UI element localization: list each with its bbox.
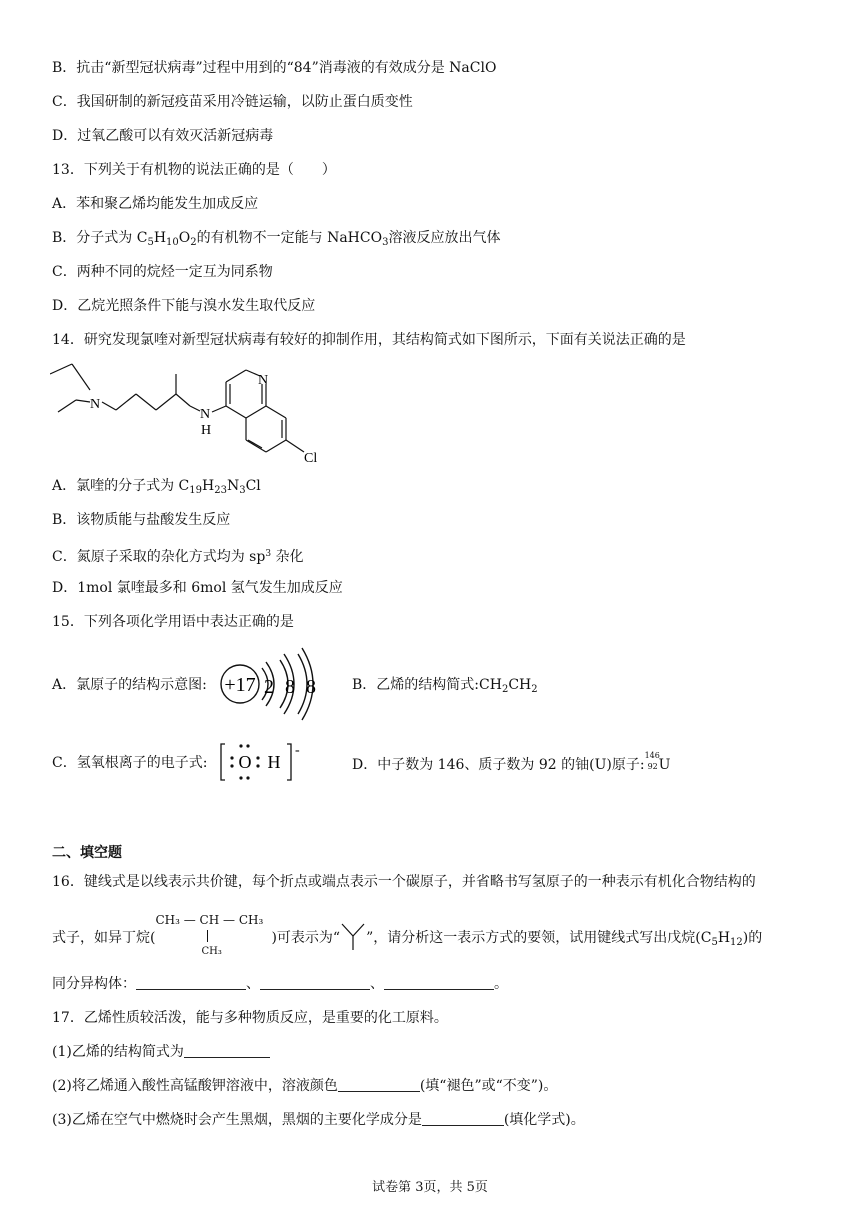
- hydroxide-electron-formula: [218, 738, 302, 784]
- svg-text:O: O: [238, 752, 252, 772]
- q14-option-c: C．氮原子采取的杂化方式均为 $sp^3$ 杂化: [52, 549, 304, 565]
- q13-option-d: D．乙烷光照条件下能与溴水发生取代反应: [52, 298, 316, 314]
- answer-blank[interactable]: [260, 975, 370, 990]
- svg-text:+17: +17: [224, 674, 256, 696]
- q14-option-a: A．氯喹的分子式为 $C_{19}H_{23}N_3Cl$: [52, 478, 261, 496]
- nitrogen-label: N: [200, 407, 211, 422]
- q17-stem: 17．乙烯性质较活泼，能与多种物质反应，是重要的化工原料。: [52, 1010, 448, 1026]
- svg-text:H: H: [267, 752, 281, 772]
- answer-blank[interactable]: [136, 975, 246, 990]
- svg-text:8: 8: [306, 676, 316, 698]
- q13-option-b: B．分子式为 $C_5H_{10}O_2$的有机物不一定能与 NaHCO$_3$溶液反应放出气体: [52, 230, 501, 248]
- q12-option-b: B．抗击“新型冠状病毒”过程中用到的“84”消毒液的有效成分是 NaClO: [52, 60, 497, 76]
- svg-text:-: -: [295, 743, 300, 758]
- isobutane-skeletal-icon: [340, 922, 366, 952]
- page-footer: 试卷第 3页，共 5页: [372, 1180, 488, 1195]
- q16-line2: 式子，如异丁烷( CH₃ — CH — CH₃ CH₃ )可表示为“ ”，请分析这一表示方式的要领，试用键线式写出戊烷$(C_5H_{12})$的: [52, 922, 762, 953]
- q13-option-c: C．两种不同的烷烃一定互为同系物: [52, 264, 273, 280]
- answer-blank[interactable]: [338, 1077, 420, 1092]
- isobutane-formula: CH₃ — CH — CH₃: [155, 913, 264, 927]
- nitrogen-label: N: [90, 397, 101, 412]
- chloroquine-structure: [50, 362, 340, 466]
- q15-option-d: D．中子数为 146、质子数为 92 的铀(U)原子: 146 92 U: [352, 751, 671, 773]
- hydrogen-label: H: [201, 423, 212, 438]
- q15-option-a-label: A．氯原子的结构示意图:: [52, 677, 207, 693]
- nitrogen-label: N: [258, 373, 269, 388]
- q12-option-d: D．过氧乙酸可以有效灭活新冠病毒: [52, 128, 274, 144]
- q15-stem: 15．下列各项化学用语中表达正确的是: [52, 614, 294, 630]
- q17-part1: (1)乙烯的结构简式为: [52, 1042, 270, 1062]
- q15-option-b: B．乙烯的结构简式$:CH_2CH_2$: [352, 677, 538, 695]
- q13-option-a: A．苯和聚乙烯均能发生加成反应: [52, 196, 259, 212]
- answer-blank[interactable]: [422, 1111, 504, 1126]
- q12-option-c: C．我国研制的新冠疫苗采用冷链运输，以防止蛋白质变性: [52, 94, 413, 110]
- answer-blank[interactable]: [384, 975, 494, 990]
- q17-part3: (3)乙烯在空气中燃烧时会产生黑烟，黑烟的主要化学成分是 (填化学式)。: [52, 1112, 585, 1128]
- chlorine-label: Cl: [304, 451, 318, 466]
- q15-option-c-label: C．氢氧根离子的电子式:: [52, 755, 208, 771]
- q14-stem: 14．研究发现氯喹对新型冠状病毒有较好的抑制作用，其结构简式如下图所示，下面有关说法正确的是: [52, 332, 686, 348]
- q16-line3: 同分异构体： 、 、 。: [52, 976, 508, 992]
- q17-part2: (2)将乙烯通入酸性高锰酸钾溶液中，溶液颜色 (填“褪色”或“不变”)。: [52, 1078, 558, 1094]
- svg-text:2: 2: [264, 676, 274, 698]
- q14-option-d: D．1mol 氯喹最多和 6mol 氢气发生加成反应: [52, 580, 343, 596]
- section-title: 二、填空题: [52, 845, 122, 861]
- q13-stem: 13．下列关于有机物的说法正确的是（ ）: [52, 162, 336, 178]
- chlorine-atom-diagram: [218, 646, 328, 722]
- svg-text:8: 8: [285, 676, 295, 698]
- q14-option-b: B．该物质能与盐酸发生反应: [52, 512, 231, 528]
- q16-line1: 16．键线式是以线表示共价键，每个折点或端点表示一个碳原子，并省略书写氢原子的一种表示有机化合物结构的: [52, 874, 756, 890]
- answer-blank[interactable]: [184, 1043, 270, 1058]
